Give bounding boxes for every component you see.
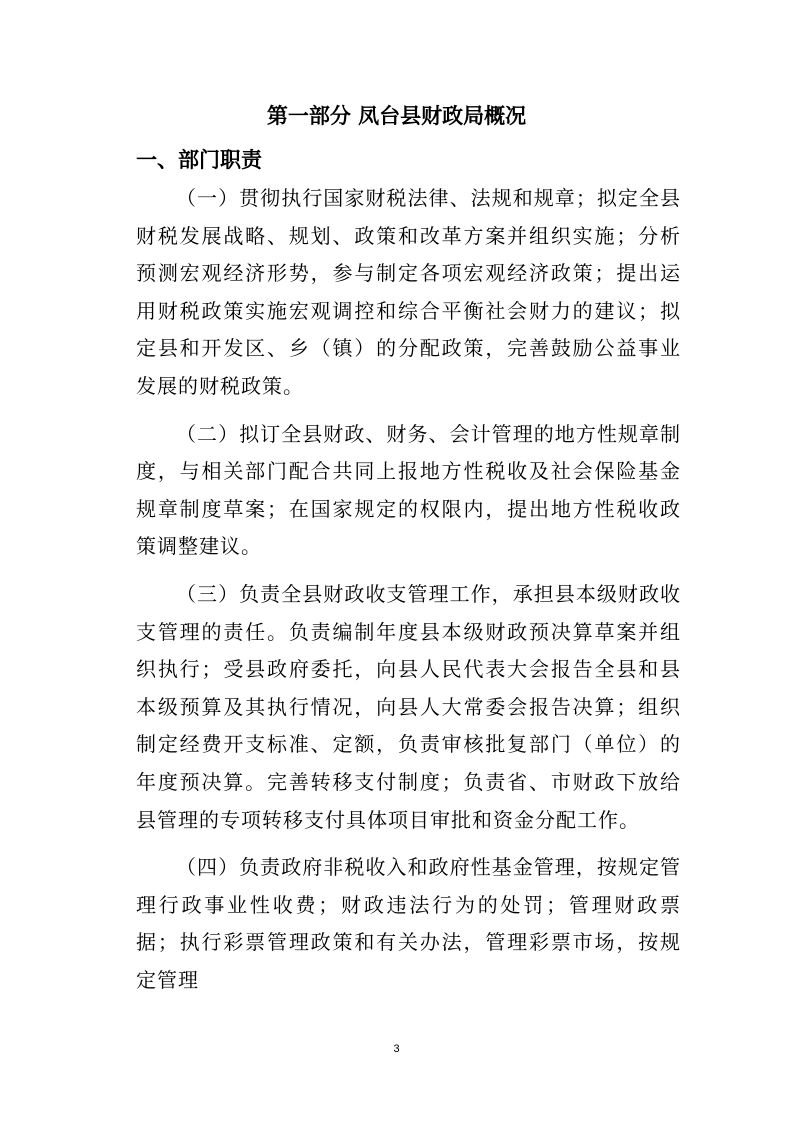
document-body (136, 180, 681, 1009)
section-heading: 一、部门职责 (136, 148, 262, 172)
paragraph-2: （二）拟订全县财政、财务、会计管理的地方性规章制度，与相关部门配合共同上报地方性税收及社会保险基金规章制度草案；在国家规定的权限内，提出地方性税收政策调整建议。 (136, 421, 681, 559)
paragraph-1: （一）贯彻执行国家财税法律、法规和规章；拟定全县财税发展战略、规划、政策和改革方案并组织实施；分析预测宏观经济形势，参与制定各项宏观经济政策；提出运用财税政策实施宏观调控和综合平衡社会财力的建议；拟定县和开发区、乡（镇）的分配政策，完善鼓励公益事业发展的财税政策。 (136, 186, 681, 398)
paragraph-4: （四）负责政府非税收入和政府性基金管理，按规定管理行政事业性收费；财政违法行为的处罚；管理财政票据；执行彩票管理政策和有关办法，管理彩票市场，按规定管理 (136, 855, 681, 992)
paragraph-3: （三）负责全县财政收支管理工作，承担县本级财政收支管理的责任。负责编制年度县本级财政预决算草案并组织执行；受县政府委托，向县人民代表大会报告全县和县本级预算及其执行情况，向县人大常委会报告决算；组织制定经费开支标准、定额，负责审核批复部门（单位）的年度预决算。完善转移支付制度；负责省、市财政下放给县管理的专项转移支付具体项目审批和资金分配工作。 (136, 581, 681, 832)
page-number: 3 (393, 1043, 400, 1055)
document-title: 第一部分 凤台县财政局概况 (266, 104, 527, 128)
